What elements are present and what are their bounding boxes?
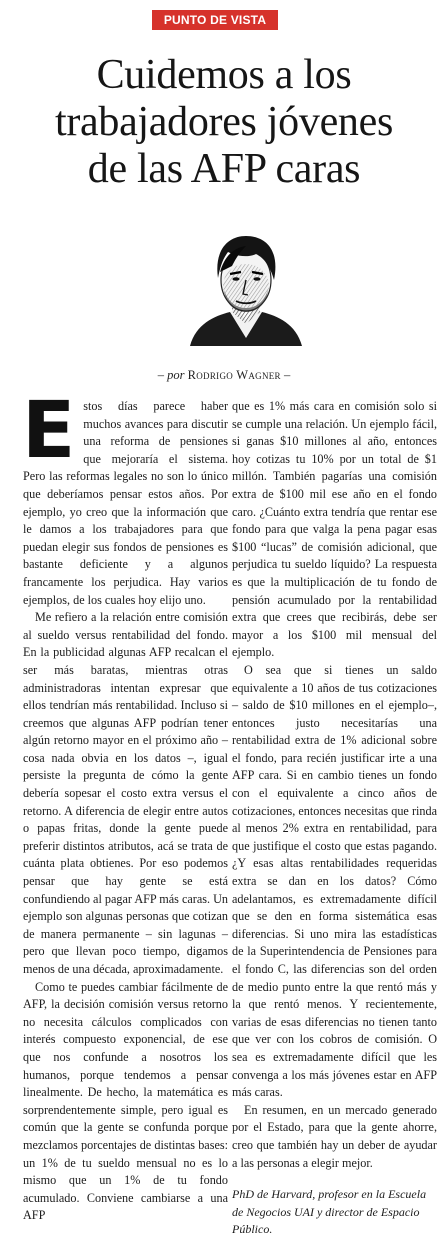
- section-tag: PUNTO DE VISTA: [152, 10, 278, 30]
- paragraph-1-text: stos días parece haber muchos avances para discutir una reforma de pensiones que mejoraría el sistema. Pero las reformas legales no son lo único que deberíamos pensar estos años. Por ejemplo, yo creo que la información que le damos a los trabajadores para que puedan elegir sus fondos de pensiones es bastante deficiente y a algunos francamente los perjudica. Hay varios ejemplos, de los cuales hoy elijo uno.: [23, 399, 228, 607]
- author-bio: PhD de Harvard, profesor en la Escuela de Negocios UAI y director de Espacio Público.: [232, 1187, 427, 1237]
- article-column-right: [232, 398, 437, 1239]
- paragraph-3-continued: que es 1% más cara en comisión solo si se cumple una relación. Un ejemplo fácil, si ganas $10 millones al año, entonces hoy cotizas tu 10% por un total de $1 millón. También pagarías una comisión extra de $100 mil ese año en el fondo caro. ¿Cuánto extra tendría que rentar ese fondo para que valga la pena pagar esas $100 “lucas” de comisión adicional, que perjudica tu sueldo líquido? La respuesta es que la multiplicación de tu fondo de pensión acumulado por la rentabilidad extra que crees que recibirás, debe ser mayor a los $100 mil mensual del ejemplo.: [232, 399, 437, 660]
- article-column-left: [22, 386, 228, 1225]
- paragraph-3: Como te puedes cambiar fácilmente de AFP, la decisión comisión versus retorno no necesita cálculos complicados con interés compuesto exponencial, de ese que nos confunde a nosotros los humanos, porque tendemos a pensar linealmente. De hecho, la matemática es sorprendentemente simple, pero igual es común que la gente se confunda porque mezclamos porcentajes de distintas bases: un 1% de tu sueldo mensual no es lo mismo que un 1% de tu fondo acumulado. Conviene cambiarse a una AFP: [23, 979, 228, 1223]
- byline-author: Rodrigo Wagner: [187, 368, 281, 382]
- byline: [0, 368, 448, 383]
- paragraph-5: En resumen, en un mercado generado por el Estado, para que la gente ahorre, creo que también hay un deber de ayudar a las personas a elegir mejor.: [232, 1102, 437, 1170]
- paragraph-4: O sea que si tienes un saldo equivalente a 10 años de tus cotizaciones – saldo de $10 millones en el ejemplo–, entonces justo necesitarías una rentabilidad extra de 1% adicional sobre el fondo, para recién justificar irte a una AFP cara. Si en cambio tienes un fondo con el equivalente a cinco años de cotizaciones, entonces necesitas que rinda al menos 2% extra en rentabilidad, para que justifique el costo que estas pagando. ¿Y esas altas rentabilidades requeridas extra se dan en los datos? Cómo adelantamos, es extremadamente difícil que se den en forma sistemática esas diferencias. Si uno mira las estadísticas de la Superintendencia de Pensiones para el fondo C, las diferencias son del orden de medio punto entre la que rentó más y la que rentó menos. Y recientemente, varias de esas diferencias no tienen tanto que ver con los cobros de comisión. O sea es extremadamente difícil que les convenga a los más jóvenes estar en AFP más caras.: [232, 662, 437, 1100]
- byline-dash-open: –: [157, 368, 164, 382]
- byline-dash-close: –: [283, 368, 291, 382]
- drop-cap: E: [22, 386, 76, 476]
- headline-line-2: trabajadores jóvenes: [54, 99, 394, 145]
- headline-line-1: Cuidemos a los: [96, 52, 352, 98]
- headline-line-3: de las AFP caras: [87, 146, 361, 192]
- byline-prefix: por: [167, 368, 185, 382]
- headline: [10, 52, 438, 193]
- paragraph-2: Me refiero a la relación entre comisión al sueldo versus rentabilidad del fondo. En la publicidad algunas AFP recalcan el ser más baratas, mientras otras administradoras intentan expresar que ellos tendrían más rentabilidad. Incluso si creemos que algunas AFP podrían tener algún retorno mayor en el próximo año – cosa nada obvia en los datos –, igual persiste la pregunta de cómo la gente debería sopesar el costo extra versus el retorno. A diferencia de elegir entre autos o papas fritas, donde la gente puede preferir distintos atributos, acá se trata de cuánta plata obtienes. Por eso podemos pensar que hay gente se está confundiendo al pagar AFP más caras. Un ejemplo son algunas personas que cotizan de manera permanente – sin lagunas – pero que llevan poco tiempo, digamos menos de una década, aproximadamente.: [23, 610, 228, 976]
- paragraph-1: [22, 386, 228, 609]
- author-portrait: [186, 228, 306, 346]
